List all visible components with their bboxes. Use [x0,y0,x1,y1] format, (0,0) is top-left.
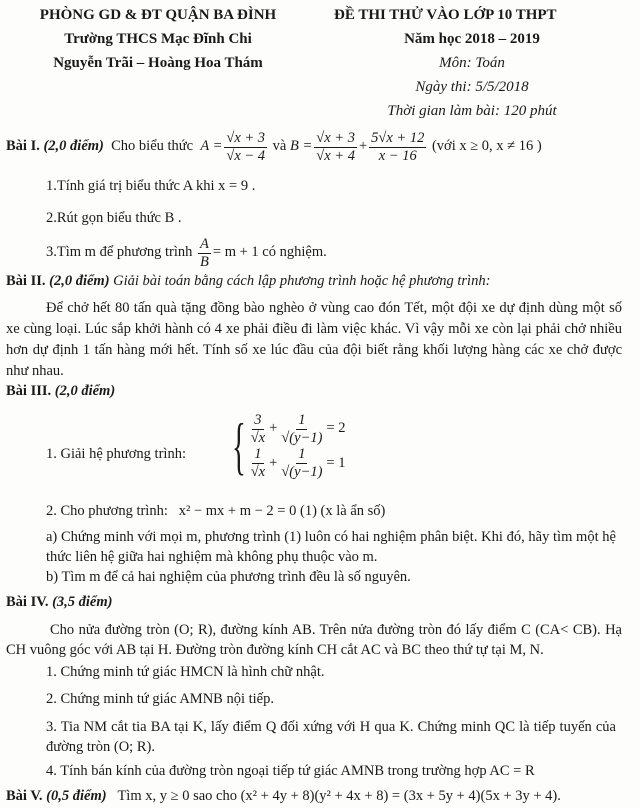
eq2-rhs: = 1 [326,454,346,471]
q3-numerator: A [200,236,209,252]
department-name: PHÒNG GD & ĐT QUẬN BA ĐÌNH [39,7,277,23]
bai2-body: Để chở hết 80 tấn quà tặng đồng bào nghèo ở vùng cao đón Tết, một đội xe dự định dùng một số xe cùng loại. Lúc sắp khởi hành có 4 xe phải điều đi làm việc khác. Vì vậy mỗi xe còn lại phải chở nhiều hơn dự định 1 tấn hàng mới hết. Tính số xe lúc đầu của đội biết rằng khối lượng hàng các xe chở được như nhau. [6,300,622,379]
left-brace: { [232,410,246,482]
bai4-q1: 1. Chứng minh tứ giác HMCN là hình chữ nhật. [46,664,325,680]
bai3-q2-equation: x² − mx + m − 2 = 0 (1) (x là ẩn số) [178,503,386,519]
a-denominator: √x − 4 [226,147,266,164]
bai1-intro: Cho biểu thức [111,138,194,155]
a-numerator: √x + 3 [226,130,266,146]
bai4-q3: 3. Tia NM cắt tia BA tại K, lấy điểm Q đối xứng với H qua K. Chứng minh QC là tiếp tuyến của đường tròn (O; R). [46,719,616,755]
bai5-title: Bài V. [6,788,43,804]
bai1-q3 [46,236,327,270]
b2-denominator: x − 16 [378,147,417,164]
bai3-q1-label: 1. Giải hệ phương trình: [46,446,186,462]
eq1-f1-den: √x [250,429,266,446]
bai4-title: Bài IV. [6,594,49,610]
system-eq2: $\frac{1}{√x}$ + $\frac{1}{√(y-1)}$ = 1 [250,446,346,481]
school-year: Năm học 2018 – 2019 [404,31,540,47]
bai3-heading [6,383,115,400]
eq1-fraction-1 [249,412,267,446]
eq2-f1-den: √x [250,464,266,481]
plus-sign: + [358,138,368,155]
school-name: Trường THCS Mạc Đĩnh Chi [64,31,252,47]
condition: (với x ≥ 0, x ≠ 16 ) [431,138,542,155]
bai3-points: (2,0 điểm) [54,383,116,399]
eq2-fraction-2 [279,446,324,480]
eq1-rhs: = 2 [326,420,346,437]
b-lhs: B = [289,138,313,155]
bai5 [6,788,561,805]
b1-numerator: √x + 3 [316,130,355,146]
a-fraction [224,130,267,164]
bai4-intro: Cho nửa đường tròn (O; R), đường kính AB. Trên nửa đường tròn đó lấy điểm C (CA< CB). Hạ CH vuông góc với AB tại H. Đường tròn đường kính CH cắt AC và BC theo thứ tự tại M, N. [6,622,622,658]
system-eq1: $\frac{3}{√x}$ + $\frac{1}{√(y-1)}$ = 2 [250,412,346,446]
bai4-q4: 4. Tính bán kính của đường tròn ngoại tiếp tứ giác AMNB trong trường hợp AC = R [46,763,535,779]
b1-denominator: √x + 4 [316,147,355,164]
q3-denominator: B [200,253,209,270]
bai5-text: Tìm x, y ≥ 0 sao cho (x² + 4y + 8)(y² + 4x + 8) = (3x + 5y + 4)(5x + 3y + 4). [117,788,561,804]
header-right [322,6,622,126]
subject: Môn: Toán [439,55,505,71]
bai3-q2b: b) Tìm m để cả hai nghiệm của phương trình đều là số nguyên. [46,569,411,585]
eq1-f2-num: 1 [298,412,306,428]
bai2-title: Bài II. [6,273,46,289]
and-word: và [272,138,287,155]
b-fraction-1 [314,130,357,164]
eq1-f1-num: 3 [254,412,262,428]
equation-system [232,412,345,481]
bai1-title: Bài I. [6,138,40,155]
bai1-points: (2,0 điểm) [43,138,104,155]
bai2-subtitle: Giải bài toán bằng cách lập phương trình hoặc hệ phương trình: [113,273,491,289]
eq1-f2-den: √(y−1) [281,429,323,446]
eq2-f2-num: 1 [298,446,306,463]
exam-date: Ngày thi: 5/5/2018 [415,79,529,95]
b-fraction-2 [369,130,426,164]
bai5-points: (0,5 điểm) [46,788,107,804]
header-left [18,6,298,78]
eq2-f2-den: √(y−1) [281,464,323,481]
bai2-points: (2,0 điểm) [49,273,110,289]
eq2-fraction-1 [249,446,267,480]
b2-numerator: 5√x + 12 [371,130,425,146]
bai1-q2: 2.Rút gọn biểu thức B . [46,210,182,226]
bai1-statement [6,130,542,164]
bai3-q2-label: 2. Cho phương trình: [46,503,168,519]
bai1-q1: 1.Tính giá trị biểu thức A khi x = 9 . [46,178,256,194]
bai2-heading [6,273,490,290]
exam-duration: Thời gian làm bài: 120 phút [387,103,557,119]
q3-suffix: = m + 1 có nghiệm. [212,244,327,261]
school-branch: Nguyễn Trãi – Hoàng Hoa Thám [53,55,263,71]
eq1-fraction-2 [279,412,324,446]
bai4-points: (3,5 điểm) [52,594,113,610]
exam-title: ĐỀ THI THỬ VÀO LỚP 10 THPT [334,7,557,23]
a-over-b-fraction [198,236,211,270]
eq2-f1-num: 1 [254,446,262,463]
q3-prefix: 3.Tìm m để phương trình [46,244,193,261]
bai4-heading [6,594,112,611]
bai3-title: Bài III. [6,383,52,399]
a-lhs: A = [200,138,223,155]
bai3-q2 [46,503,385,520]
bai3-q2a: a) Chứng minh với mọi m, phương trình (1) luôn có hai nghiệm phân biệt. Khi đó, hãy tìm một hệ thức liên hệ giữa hai nghiệm mà không phụ thuộc vào m. [46,529,616,565]
bai4-q2: 2. Chứng minh tứ giác AMNB nội tiếp. [46,691,274,707]
